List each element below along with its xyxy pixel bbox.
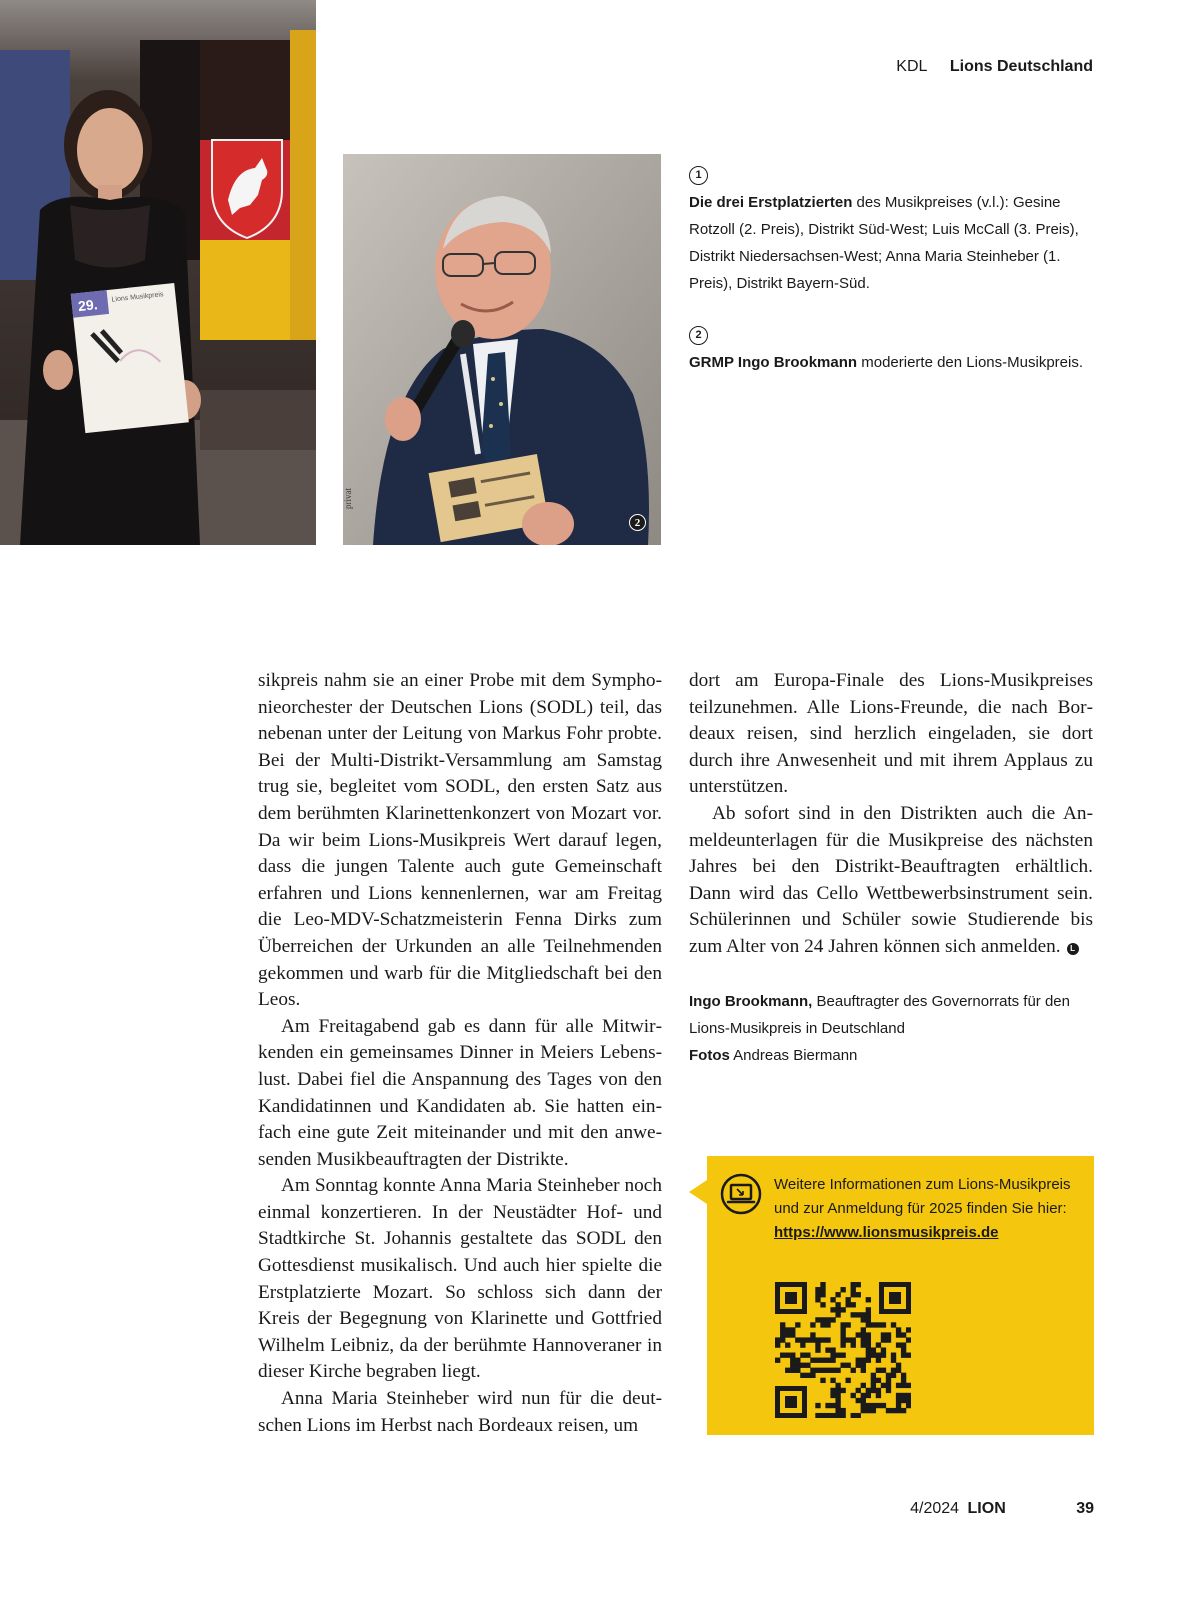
certificate-title: Lions Musikpreis	[111, 291, 164, 304]
qr-module	[861, 1317, 866, 1322]
article-paragraph: Anna Maria Steinheber wird nun für die deutschen Lions im Herbst nach Bordeaux reisen, um	[258, 1388, 662, 1436]
qr-module	[866, 1332, 871, 1337]
qr-module	[871, 1378, 876, 1383]
qr-module	[835, 1302, 840, 1307]
qr-module	[790, 1353, 795, 1358]
qr-module	[871, 1347, 876, 1352]
qr-module	[835, 1393, 840, 1398]
qr-module	[830, 1353, 835, 1358]
qr-module	[896, 1398, 901, 1403]
qr-module	[886, 1388, 891, 1393]
qr-module	[871, 1383, 876, 1388]
caption-body: moderierte den Lions-Musikpreis.	[857, 354, 1083, 371]
qr-module	[866, 1408, 871, 1413]
qr-module	[825, 1322, 830, 1327]
qr-module	[896, 1383, 901, 1388]
qr-module	[851, 1287, 856, 1292]
qr-module	[896, 1342, 901, 1347]
photo-moderator	[343, 154, 661, 545]
qr-module	[805, 1363, 810, 1368]
qr-module	[876, 1322, 881, 1327]
qr-module	[815, 1287, 820, 1292]
photos-label: Fotos	[689, 1047, 730, 1064]
qr-module	[861, 1358, 866, 1363]
qr-module	[866, 1393, 871, 1398]
photo-prize-winner-image	[0, 0, 316, 545]
qr-module	[871, 1388, 876, 1393]
qr-module	[825, 1317, 830, 1322]
certificate-number: 29.	[77, 296, 99, 315]
qr-module	[861, 1332, 866, 1337]
qr-module	[906, 1337, 911, 1342]
qr-module	[840, 1342, 845, 1347]
qr-module	[866, 1403, 871, 1408]
qr-module	[876, 1403, 881, 1408]
qr-module	[901, 1332, 906, 1337]
qr-module	[846, 1302, 851, 1307]
laptop-icon	[720, 1173, 762, 1215]
page-footer	[910, 1500, 1094, 1518]
caption-bold: GRMP Ingo Brookmann	[689, 354, 858, 371]
photo-credit: privat	[343, 488, 353, 509]
qr-module	[795, 1363, 800, 1368]
photos-name: Andreas Biermann	[729, 1047, 858, 1064]
qr-module	[790, 1368, 795, 1373]
qr-module	[871, 1373, 876, 1378]
qr-module	[815, 1368, 820, 1373]
author-role: Beauftragter des Governorrats für den Lions-Musikpreis in Deutschland	[689, 993, 1070, 1037]
qr-module	[835, 1408, 840, 1413]
qr-module	[856, 1398, 861, 1403]
qr-module	[790, 1332, 795, 1337]
caption-bold: Die drei Erstplatzierten	[689, 194, 853, 211]
header-brand: Lions Deutschland	[949, 58, 1093, 75]
article-paragraph-last	[689, 801, 1093, 961]
qr-module	[856, 1332, 861, 1337]
qr-module	[815, 1403, 820, 1408]
qr-module	[835, 1383, 840, 1388]
qr-module	[856, 1363, 861, 1368]
qr-module	[901, 1398, 906, 1403]
qr-module	[896, 1327, 901, 1332]
qr-module	[881, 1368, 886, 1373]
qr-module	[780, 1337, 785, 1342]
qr-module	[876, 1342, 881, 1347]
caption-number-badge: 1	[689, 166, 708, 185]
photo-credit-line	[689, 1042, 1099, 1069]
author-credits	[689, 988, 1099, 1069]
qr-module	[840, 1327, 845, 1332]
qr-module	[861, 1368, 866, 1373]
qr-module	[820, 1287, 825, 1292]
qr-module	[861, 1393, 866, 1398]
qr-module	[805, 1373, 810, 1378]
qr-module	[866, 1312, 871, 1317]
qr-module	[861, 1383, 866, 1388]
qr-module	[820, 1337, 825, 1342]
author-name: Ingo Brookmann,	[689, 993, 813, 1010]
qr-module	[881, 1383, 886, 1388]
qr-module	[896, 1363, 901, 1368]
page-header	[896, 58, 1093, 76]
qr-module	[906, 1383, 911, 1388]
qr-module	[891, 1322, 896, 1327]
qr-module	[835, 1307, 840, 1312]
article-column-left	[258, 668, 662, 1439]
qr-module	[866, 1337, 871, 1342]
website-link[interactable]: https://www.lionsmusikpreis.de	[774, 1224, 999, 1241]
qr-module	[891, 1373, 896, 1378]
qr-module	[891, 1358, 896, 1363]
qr-module	[800, 1353, 805, 1358]
qr-module	[851, 1282, 856, 1287]
page-number: 39	[1076, 1500, 1094, 1517]
qr-module	[840, 1408, 845, 1413]
qr-module	[780, 1327, 785, 1332]
qr-module	[866, 1347, 871, 1352]
qr-module	[866, 1297, 871, 1302]
qr-module	[886, 1383, 891, 1388]
qr-module	[800, 1342, 805, 1347]
qr-module	[861, 1363, 866, 1368]
qr-module	[820, 1378, 825, 1383]
qr-module	[876, 1368, 881, 1373]
caption-text	[689, 189, 1099, 297]
qr-module	[876, 1388, 881, 1393]
qr-module	[820, 1317, 825, 1322]
info-box-pointer	[689, 1180, 707, 1204]
qr-module	[886, 1378, 891, 1383]
qr-module	[830, 1388, 835, 1393]
qr-module	[906, 1353, 911, 1358]
qr-module	[820, 1413, 825, 1418]
qr-module	[866, 1322, 871, 1327]
qr-module	[830, 1347, 835, 1352]
qr-module	[861, 1408, 866, 1413]
qr-module	[830, 1317, 835, 1322]
qr-module	[830, 1413, 835, 1418]
lion-end-mark-icon: L	[1067, 943, 1079, 955]
caption-number-badge: 2	[689, 326, 708, 345]
qr-module	[851, 1292, 856, 1297]
qr-module	[830, 1378, 835, 1383]
qr-module	[881, 1353, 886, 1358]
qr-module	[835, 1353, 840, 1358]
article-column-right	[689, 668, 1093, 961]
qr-module	[881, 1337, 886, 1342]
qr-module	[906, 1398, 911, 1403]
qr-module	[901, 1383, 906, 1388]
qr-module	[785, 1342, 790, 1347]
qr-module	[851, 1312, 856, 1317]
qr-module	[901, 1347, 906, 1352]
qr-module	[861, 1337, 866, 1342]
qr-module	[800, 1337, 805, 1342]
magazine-name: LION	[967, 1500, 1006, 1517]
qr-module	[901, 1342, 906, 1347]
qr-module	[820, 1368, 825, 1373]
qr-module	[835, 1368, 840, 1373]
qr-module	[866, 1353, 871, 1358]
qr-module	[780, 1353, 785, 1358]
qr-module	[785, 1368, 790, 1373]
qr-module	[795, 1368, 800, 1373]
qr-module	[830, 1393, 835, 1398]
qr-module	[901, 1353, 906, 1358]
qr-module	[795, 1358, 800, 1363]
qr-module	[886, 1332, 891, 1337]
qr-module	[810, 1332, 815, 1337]
qr-module	[881, 1322, 886, 1327]
qr-module	[840, 1353, 845, 1358]
qr-module	[815, 1342, 820, 1347]
qr-module	[805, 1353, 810, 1358]
qr-module	[871, 1408, 876, 1413]
qr-module	[896, 1393, 901, 1398]
qr-module	[800, 1373, 805, 1378]
caption-text	[689, 349, 1099, 376]
qr-module	[861, 1327, 866, 1332]
qr-module	[901, 1408, 906, 1413]
qr-module	[876, 1393, 881, 1398]
qr-module	[825, 1368, 830, 1373]
article-paragraph: dort am Europa-Finale des Lions-Musikpreises teilzunehmen. Alle Lions-Freunde, die nach Bordeaux reisen, sind herzlich eingeladen, sie dort durch ihre Anwesenheit und mit ihrem Applaus zu unterstützen.	[689, 670, 1093, 798]
qr-module	[851, 1393, 856, 1398]
qr-module	[846, 1322, 851, 1327]
qr-module	[886, 1408, 891, 1413]
qr-module	[856, 1282, 861, 1287]
photo-moderator-image	[343, 154, 661, 545]
qr-module	[896, 1332, 901, 1337]
qr-module	[825, 1337, 830, 1342]
qr-module	[896, 1368, 901, 1373]
qr-module	[861, 1403, 866, 1408]
qr-module	[810, 1358, 815, 1363]
qr-module	[810, 1322, 815, 1327]
qr-module	[856, 1413, 861, 1418]
qr-module	[901, 1373, 906, 1378]
qr-module	[815, 1347, 820, 1352]
section-label: KDL	[896, 58, 928, 75]
qr-module	[871, 1322, 876, 1327]
caption-body: des Musikpreises (v.l.): Gesine Rotzoll (2. Preis), Distrikt Süd-West; Luis McCall (3. Preis), Distrikt Niedersachsen-West; Anna Maria Steinheber (1. Preis), Distrikt Bayern-Süd.	[689, 194, 1079, 292]
qr-module	[861, 1312, 866, 1317]
qr-module	[856, 1358, 861, 1363]
caption-2	[689, 326, 1099, 376]
qr-module	[906, 1393, 911, 1398]
article-paragraph-text: Ab sofort sind in den Distrikten auch die Anmeldeunterlagen für die Musikpreise des nächsten Jahres bei den Distrikt-Beauftragten erhältlich. Dann wird das Cello Wettbewerbsinstrument sein. Schülerinnen und Schüler sowie Studierende bis zum Alter von 24 Jahren können sich anmelden.	[689, 802, 1093, 957]
qr-module	[775, 1337, 780, 1342]
qr-module	[780, 1332, 785, 1337]
qr-module	[840, 1332, 845, 1337]
qr-module	[820, 1322, 825, 1327]
qr-module	[835, 1398, 840, 1403]
qr-module	[830, 1307, 835, 1312]
info-text	[774, 1173, 1074, 1245]
qr-module	[861, 1398, 866, 1403]
qr-module	[906, 1403, 911, 1408]
photo-prize-winner	[0, 0, 316, 545]
qr-module	[775, 1342, 780, 1347]
article-paragraph: Am Freitagabend gab es dann für alle Mitwirkenden ein gemeinsames Dinner in Meiers Lebenslust. Dabei fiel die Anspannung des Tages von den Kandidatinnen und Kandidaten ab. Sie hatten einfach eine gute Zeit miteinander und mit den anwesenden Musikbeauftragten der Distrikte.	[258, 1015, 662, 1170]
qr-module	[846, 1378, 851, 1383]
qr-module	[790, 1327, 795, 1332]
qr-module	[851, 1368, 856, 1373]
qr-module	[840, 1322, 845, 1327]
qr-module	[805, 1337, 810, 1342]
qr-module	[815, 1297, 820, 1302]
qr-module	[785, 1327, 790, 1332]
qr-module	[881, 1403, 886, 1408]
qr-module	[840, 1363, 845, 1368]
qr-module	[795, 1337, 800, 1342]
qr-module	[835, 1413, 840, 1418]
qr-module	[830, 1368, 835, 1373]
qr-module	[866, 1358, 871, 1363]
qr-module	[810, 1368, 815, 1373]
qr-code[interactable]	[775, 1282, 911, 1418]
qr-module	[825, 1347, 830, 1352]
qr-module	[896, 1408, 901, 1413]
qr-module	[785, 1332, 790, 1337]
qr-module	[835, 1388, 840, 1393]
qr-module	[830, 1403, 835, 1408]
qr-module	[846, 1337, 851, 1342]
qr-module	[876, 1378, 881, 1383]
qr-module	[840, 1337, 845, 1342]
qr-module	[846, 1363, 851, 1368]
qr-module	[851, 1337, 856, 1342]
qr-module	[815, 1413, 820, 1418]
qr-module	[881, 1347, 886, 1352]
issue-number: 4/2024	[910, 1500, 960, 1517]
qr-module	[851, 1302, 856, 1307]
article-paragraph: Am Sonntag konnte Anna Maria Steinheber noch einmal konzertieren. In der Neustädter Hof- und Stadtkirche St. Johannis gestaltete das SODL den Gottesdienst musikalisch. Und auch hier spielte die Erstplatzierte Mozart. So schloss sich dann der Kreis der Begegnung von Klarinette und Gottfried Wilhelm Leibniz, da der berühmte Hannoveraner in dieser Kirche begraben liegt.	[258, 1175, 662, 1383]
qr-module	[800, 1363, 805, 1368]
qr-module	[825, 1413, 830, 1418]
photo-number-badge: 2	[629, 514, 646, 531]
qr-module	[876, 1358, 881, 1363]
qr-module	[846, 1297, 851, 1302]
qr-module	[775, 1358, 780, 1363]
qr-module	[876, 1353, 881, 1358]
qr-module	[871, 1353, 876, 1358]
qr-module	[840, 1287, 845, 1292]
qr-module	[830, 1297, 835, 1302]
qr-module	[891, 1408, 896, 1413]
info-description: Weitere Informationen zum Lions-Musikpreis und zur Anmeldung für 2025 finden Sie hier:	[774, 1176, 1071, 1217]
qr-module	[866, 1307, 871, 1312]
info-box	[707, 1156, 1094, 1435]
qr-module	[820, 1292, 825, 1297]
qr-module	[815, 1358, 820, 1363]
qr-module	[866, 1388, 871, 1393]
qr-module	[820, 1358, 825, 1363]
qr-module	[861, 1342, 866, 1347]
qr-module	[830, 1358, 835, 1363]
qr-module	[810, 1337, 815, 1342]
qr-module	[815, 1292, 820, 1297]
qr-module	[835, 1292, 840, 1297]
qr-module	[891, 1368, 896, 1373]
qr-module	[820, 1282, 825, 1287]
qr-module	[881, 1332, 886, 1337]
qr-module	[866, 1342, 871, 1347]
qr-module	[825, 1358, 830, 1363]
qr-module	[906, 1327, 911, 1332]
qr-module	[840, 1413, 845, 1418]
qr-module	[901, 1393, 906, 1398]
qr-module	[851, 1413, 856, 1418]
qr-module	[901, 1378, 906, 1383]
qr-module	[871, 1403, 876, 1408]
qr-module	[840, 1388, 845, 1393]
qr-module	[820, 1302, 825, 1307]
qr-module	[780, 1322, 785, 1327]
qr-module	[835, 1312, 840, 1317]
qr-module	[856, 1312, 861, 1317]
qr-module	[840, 1307, 845, 1312]
qr-module	[896, 1403, 901, 1408]
qr-module	[835, 1403, 840, 1408]
author-line	[689, 988, 1099, 1042]
qr-module	[810, 1373, 815, 1378]
qr-module	[790, 1358, 795, 1363]
qr-module	[886, 1373, 891, 1378]
qr-module	[795, 1322, 800, 1327]
qr-module	[851, 1342, 856, 1347]
qr-module	[856, 1388, 861, 1393]
qr-module	[825, 1403, 830, 1408]
qr-module	[856, 1292, 861, 1297]
qr-module	[891, 1353, 896, 1358]
qr-module	[815, 1337, 820, 1342]
qr-module	[866, 1317, 871, 1322]
caption-1	[689, 166, 1099, 297]
qr-module	[886, 1337, 891, 1342]
article-paragraph: sikpreis nahm sie an einer Probe mit dem Symphonieorchester der Deutschen Lions (SODL) teil, das nebenan unter der Leitung von Markus Fohr probte. Bei der Multi-Distrikt-Versammlung am Samstag trug sie, begleitet vom SODL, den ersten Satz aus dem berühmten Klarinettenkonzert von Mozart vor. Da wir beim Lions-Musikpreis Wert darauf legen, dass die jungen Talente auch gute Gemeinschaft erfahren und Lions kennenlernen, war am Freitag die Leo-MDV-Schatzmeisterin Fenna Dirks zum Überreichen der Urkunden an alle Teilnehmenden gekommen und warb für die Mitgliedschaft bei den Leos.	[258, 670, 662, 1011]
qr-module	[815, 1317, 820, 1322]
qr-module	[790, 1363, 795, 1368]
qr-module	[785, 1353, 790, 1358]
